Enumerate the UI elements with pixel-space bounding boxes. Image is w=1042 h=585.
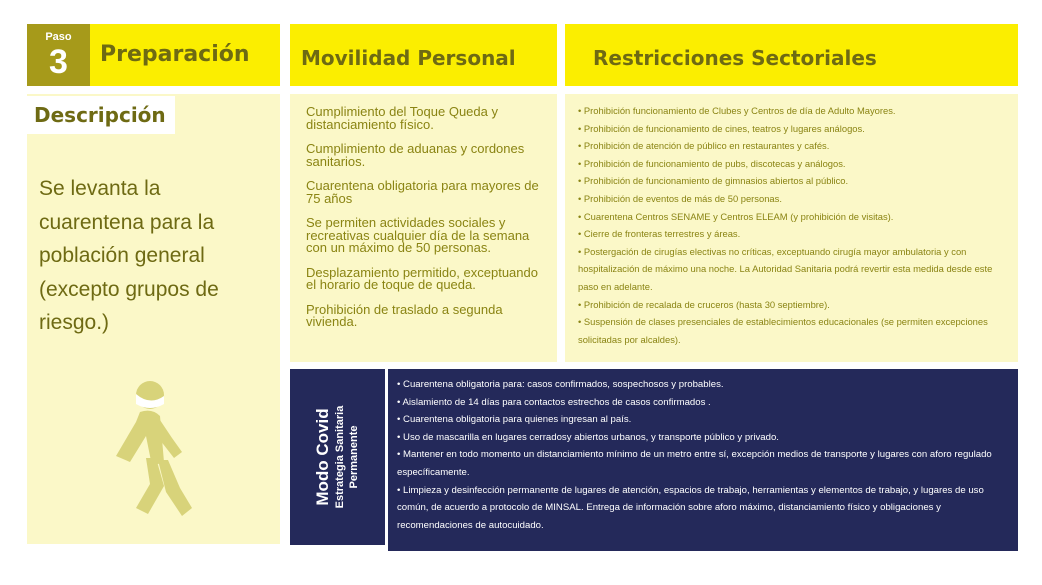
preparation-header [90,24,280,86]
restriccion-item: • Prohibición de recalada de cruceros (hasta 30 septiembre). [578,298,830,310]
movilidad-item: Prohibición de traslado a segunda vivienda. [306,301,503,329]
modo-covid-vertical-text [313,406,361,509]
description-tab-label: Descripción [34,103,166,127]
restricciones-title: Restricciones Sectoriales [593,46,877,70]
movilidad-item: Cumplimiento de aduanas y cordones sanitarios. [306,141,525,169]
restriccion-item: • Cierre de fronteras terrestres y áreas. [578,228,741,240]
step-title: Preparación [100,42,250,67]
walking-person-icon [106,376,198,529]
restricciones-list [578,102,1010,348]
covid-item: • Cuarentena obligatoria para: casos confirmados, sospechosos y probables. [397,379,724,390]
covid-item: • Uso de mascarilla en lugares cerradosy abiertos urbanos, y transporte público y privado. [397,431,779,443]
modo-covid-subtitle-2: Permanente [348,425,360,489]
restriccion-item: • Prohibición de funcionamiento de cines, teatros y lugares análogos. [578,122,865,134]
restriccion-item: • Cuarentena Centros SENAME y Centros ELEAM (y prohibición de visitas). [578,210,894,222]
covid-item: • Mantener en todo momento un distanciamiento mínimo de un metro entre sí, excepción medios de transporte y lugares con aforo regulado específicamente. [397,449,992,478]
restriccion-item: • Prohibición de eventos de más de 50 personas. [578,192,782,204]
restriccion-item: • Prohibición funcionamiento de Clubes y Centros de día de Adulto Mayores. [578,105,896,116]
modo-covid-title: Modo Covid [313,408,332,506]
restriccion-item: • Prohibición de funcionamiento de gimnasios abiertos al público. [578,175,849,187]
restriccion-item: • Prohibición de atención de público en restaurantes y cafés. [578,140,830,152]
restriccion-item: • Prohibición de funcionamiento de pubs, discotecas y análogos. [578,157,846,169]
covid-item: • Limpieza y desinfección permanente de lugares de atención, espacios de trabajo, herramientas y elementos de trabajo, y lugares de uso común, de acuerdo a protocolo de MINSAL. Entrega de información sobre aforo máximo, distanciamiento físico y obligaciones y recomendaciones de autocuidado. [397,484,984,531]
restricciones-header [565,24,1018,86]
movilidad-title: Movilidad Personal [301,46,516,70]
movilidad-list [306,106,546,341]
movilidad-item: Cumplimiento del Toque Queda y distanciamiento físico. [306,104,498,132]
movilidad-item: Cuarentena obligatoria para mayores de 75 años [306,178,539,206]
step-badge [27,24,90,86]
step-label: Paso [45,31,72,43]
modo-covid-list [397,376,1009,534]
modo-covid-subtitle: Estrategia Sanitaria [334,405,346,509]
restriccion-item: • Suspensión de clases presenciales de establecimientos educacionales (se permiten excepciones solicitadas por alcaldes). [578,316,988,345]
description-text: Se levanta la cuarentena para la población general (excepto grupos de riesgo.) [39,177,219,334]
modo-covid-label [290,369,385,545]
covid-item: • Aislamiento de 14 días para contactos estrechos de casos confirmados . [397,396,711,408]
restriccion-item: • Postergación de cirugías electivas no críticas, exceptuando cirugía mayor ambulatoria y con hospitalización de máximo una noche. La Autoridad Sanitaria podrá revertir esta medida desde este paso en adelante. [578,245,993,292]
description-tab [27,96,175,134]
movilidad-item: Desplazamiento permitido, exceptuando el horario de toque de queda. [306,264,538,292]
movilidad-header [290,24,557,86]
covid-item: • Cuarentena obligatoria para quienes ingresan al país. [397,414,632,426]
movilidad-item: Se permiten actividades sociales y recreativas cualquier día de la semana con un máximo de 50 personas. [306,215,530,255]
step-number: 3 [49,43,68,81]
